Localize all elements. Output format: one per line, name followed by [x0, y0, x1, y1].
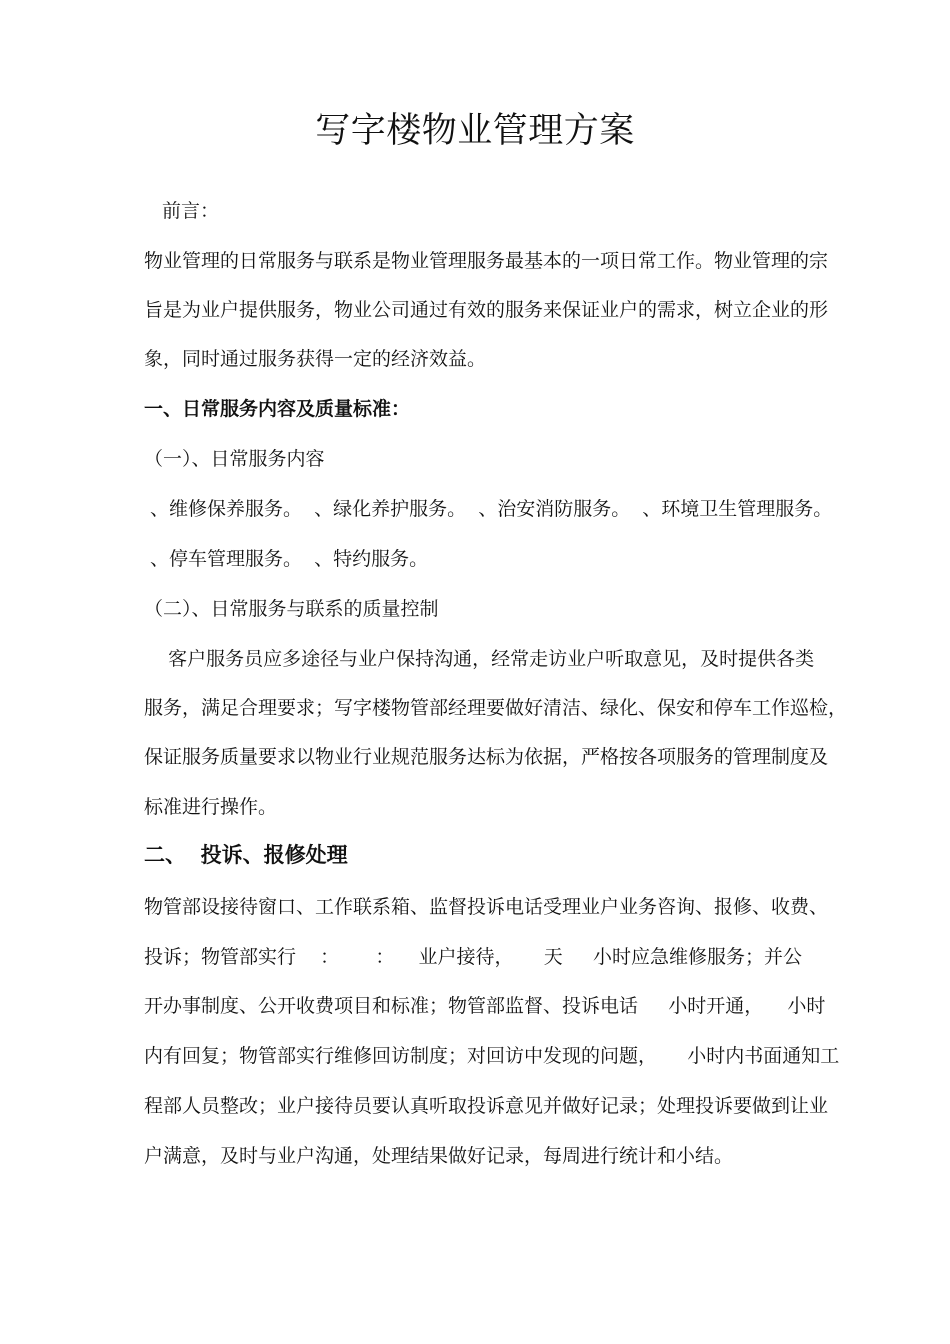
intro-line-2: 旨是为业户提供服务，物业公司通过有效的服务来保证业户的需求，树立企业的形 [144, 299, 829, 321]
sub2-line-1: 客户服务员应多途径与业户保持沟通，经常走访业户听取意见，及时提供各类 [144, 648, 815, 670]
section2-line-2: 投诉；物管部实行 ： ： 业户接待， 天 小时应急维修服务；并公 [144, 946, 802, 968]
preface-label: 前言： [162, 200, 220, 222]
section2-line-6: 户满意，及时与业户沟通，处理结果做好记录，每周进行统计和小结。 [144, 1145, 734, 1167]
sub1-line-1: 、维修保养服务。 、绿化养护服务。 、治安消防服务。 、环境卫生管理服务。 [144, 498, 833, 520]
section2-line-5: 程部人员整改；业户接待员要认真听取投诉意见并做好记录；处理投诉要做到让业 [144, 1095, 829, 1117]
document-title: 写字楼物业管理方案 [315, 111, 635, 151]
section2-line-4: 内有回复；物管部实行维修回访制度；对回访中发现的问题， 小时内书面通知工 [144, 1045, 840, 1067]
intro-line-3: 象，同时通过服务获得一定的经济效益。 [144, 348, 487, 370]
sub2-heading: （二）、日常服务与联系的质量控制 [144, 598, 439, 620]
intro-line-1: 物业管理的日常服务与联系是物业管理服务最基本的一项日常工作。物业管理的宗 [144, 250, 829, 272]
section2-line-1: 物管部设接待窗口、工作联系箱、监督投诉电话受理业户业务咨询、报修、收费、 [144, 896, 829, 918]
sub2-line-4: 标准进行操作。 [144, 796, 278, 818]
section2-heading: 二、 投诉、报修处理 [144, 843, 348, 867]
section2-line-3: 开办事制度、公开收费项目和标准；物管部监督、投诉电话 小时开通， 小时 [144, 995, 826, 1017]
section1-heading: 一、日常服务内容及质量标准： [144, 398, 411, 420]
sub2-line-2: 服务，满足合理要求；写字楼物管部经理要做好清洁、绿化、保安和停车工作巡检， [144, 697, 848, 719]
sub1-line-2: 、停车管理服务。 、特约服务。 [144, 548, 429, 570]
sub2-line-3: 保证服务质量要求以物业行业规范服务达标为依据，严格按各项服务的管理制度及 [144, 746, 829, 768]
sub1-heading: （一）、日常服务内容 [144, 448, 325, 470]
